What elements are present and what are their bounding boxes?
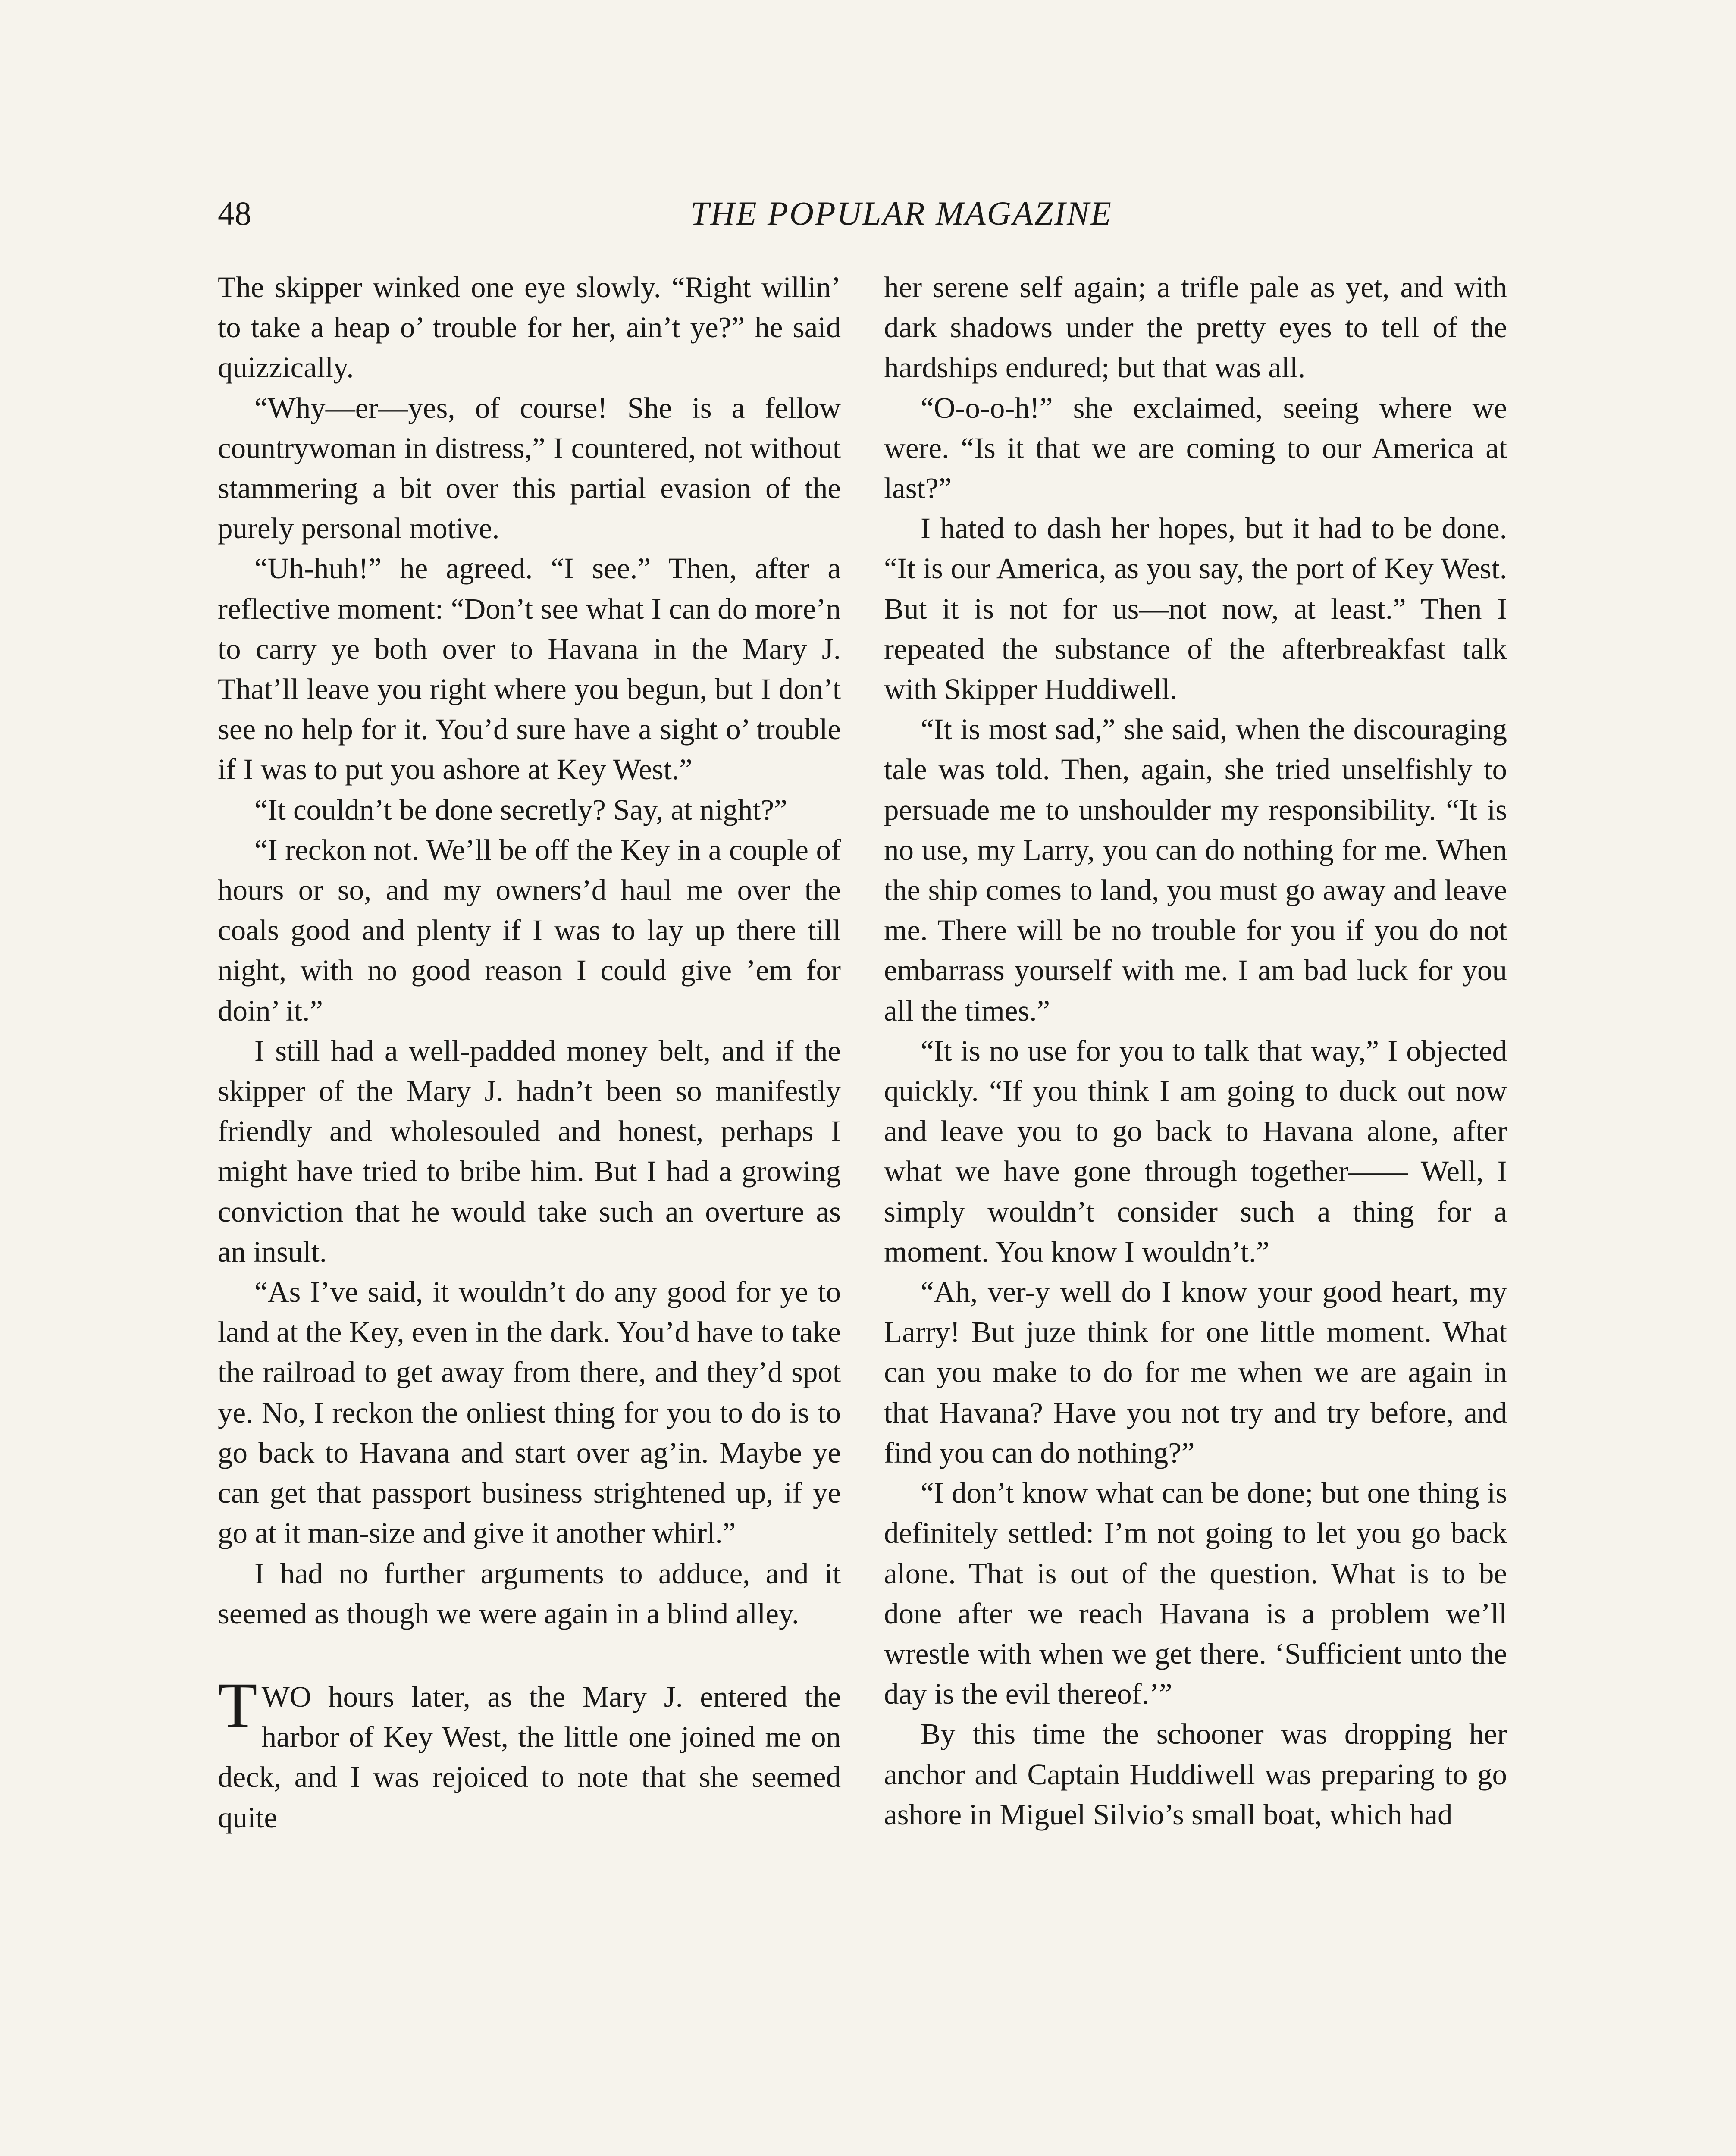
- paragraph: I had no further arguments to adduce, and it seemed as though we were again in a blind alley.: [218, 1557, 841, 1630]
- page-number: 48: [218, 194, 251, 232]
- section-opening-paragraph: [218, 1669, 841, 1838]
- paragraph: “I reckon not. We’ll be off the Key in a couple of hours or so, and my owners’d haul me over the coals good and plenty if I was to lay up there till night, with no good reason I could give ’em for doin’ it.”: [218, 833, 841, 1027]
- running-title: THE POPULAR MAGAZINE: [690, 194, 1112, 232]
- page-header: [218, 190, 1585, 237]
- paragraph: “As I’ve said, it wouldn’t do any good for ye to land at the Key, even in the dark. You’d have to take the railroad to get away from there, and they’d spot ye. No, I reckon the onliest thing for you to do is to go back to Havana and start over ag’in. Maybe ye can get that passport business strightened up, if ye go at it man-size and give it another whirl.”: [218, 1275, 841, 1550]
- paragraph: “I don’t know what can be done; but one thing is definitely settled: I’m not going to let you go back alone. That is out of the question. What is to be done after we reach Havana is a problem we’ll wrestle with when we get there. ‘Sufficient unto the day is the evil thereof.’”: [884, 1476, 1507, 1711]
- paragraph: I hated to dash her hopes, but it had to be done. “It is our America, as you say, the port of Key West. But it is not for us—not now, at least.” Then I repeated the substance of the afterbreakfast talk with Skipper Huddiwell.: [884, 512, 1507, 706]
- paragraph: “Why—er—yes, of course! She is a fellow countrywoman in distress,” I countered, not without stammering a bit over this partial evasion of the purely personal motive.: [218, 391, 841, 545]
- paragraph: “It couldn’t be done secretly? Say, at night?”: [254, 793, 787, 826]
- paragraph: “It is most sad,” she said, when the discouraging tale was told. Then, again, she tried unselfishly to persuade me to unshoulder my responsibility. “It is no use, my Larry, you can do nothing for me. When the ship comes to land, you must go away and leave me. There will be no trouble for you if you do not embarrass yourself with me. I am bad luck for you all the times.”: [884, 713, 1507, 1027]
- paragraph: “Uh-huh!” he agreed. “I see.” Then, after a reflective moment: “Don’t see what I can do more’n to carry ye both over to Havana in the Mary J. That’ll leave you right where you begun, but I don’t see no help for it. You’d sure have a sight o’ trouble if I was to put you ashore at Key West.”: [218, 552, 841, 786]
- section-opening-text: WO hours later, as the Mary J. entered the harbor of Key West, the little one joined me on deck, and I was rejoiced to note that she seemed quite: [218, 1680, 841, 1834]
- paragraph: I still had a well-padded money belt, and if the skipper of the Mary J. hadn’t been so manifestly friendly and wholesouled and honest, perhaps I might have tried to bribe him. But I had a growing conviction that he would take such an overture as an insult.: [218, 1034, 841, 1268]
- paragraph: By this time the schooner was dropping her anchor and Captain Huddiwell was preparing to go ashore in Miguel Silvio’s small boat, which had: [884, 1717, 1507, 1831]
- paragraph: “Ah, ver-y well do I know your good heart, my Larry! But juze think for one little moment. What can you make to do for me when we are again in that Havana? Have you not try and try before, and find you can do nothing?”: [884, 1275, 1507, 1469]
- paragraph: “O-o-o-h!” she exclaimed, seeing where we were. “Is it that we are coming to our America at last?”: [884, 391, 1507, 505]
- paragraph: “It is no use for you to talk that way,” I objected quickly. “If you think I am going to duck out now and leave you to go back to Havana alone, after what we have gone through together—— Well, I simply wouldn’t consider such a thing for a moment. You know I wouldn’t.”: [884, 1034, 1507, 1268]
- drop-cap: T: [218, 1669, 257, 1741]
- paragraph: her serene self again; a trifle pale as yet, and with dark shadows under the pretty eyes to tell of the hardships endured; but that was all.: [884, 271, 1507, 384]
- right-column: [884, 267, 1507, 1835]
- paragraph: The skipper winked one eye slowly. “Right willin’ to take a heap o’ trouble for her, ain’t ye?” he said quizzically.: [218, 271, 841, 384]
- left-column: [218, 267, 841, 1838]
